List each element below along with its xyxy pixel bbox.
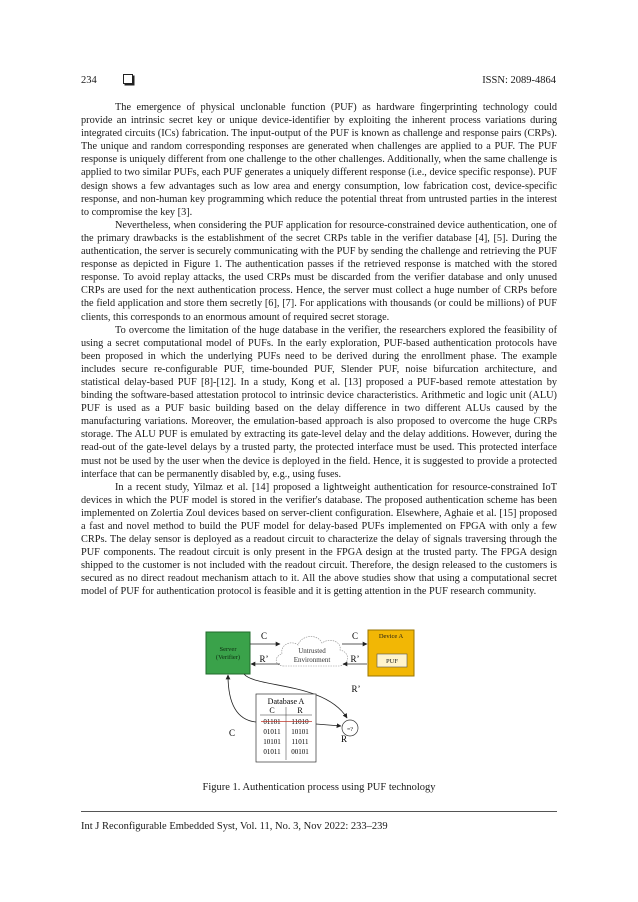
paragraph-2: Nevertheless, when considering the PUF application for resource-constrained device authentication, one of the primary drawbacks is the establishment of the secret CRPs table in the verifier database [4], [5]. During the authentication, the server is securely communicating with the PUF by sending the challenge and retrieving the PUF response as depicted in Figure 1. The authentication passes if the retrieved response is matched with the stored response. To avoid replay attacks, the used CRPs must be discarded from the verifier database and only unused CRPs are used for the next authentication process. Hence, the server must collect a huge number of CRPs before the field application and store them secretly [6], [7]. For applications with thousands (or could be millions) of PUF clients, this corresponds to an enormous amount of required secret storage.	[81, 219, 557, 323]
paragraph-4: In a recent study, Yilmaz et al. [14] proposed a lightweight authentication for resource-constrained IoT devices in which the PUF model is stored in the verifier's database. The proposed authentication scheme has been implemented on Zolertia Zoul devices based on server-client configuration. Elsewhere, Aghaie et al. [15] proposed a fast and novel method to build the PUF model for delay-based PUFs implemented on FPGA with only a few CRPs. The delay sensor is deployed as a readout circuit to characterize the delay of signals traversing through the PUF components. The readout circuit is only present in the FPGA design at the trusted party. The FPGA design shipped to the customer is not included with the readout circuit. Therefore, the design released to the customers is secured as no direct readout mechanism attach to it. All the above studies show that using a computational secret model of PUF for authentication protocol is feasible and it is getting attention in the PUF research community.	[81, 481, 557, 598]
database-col-c: C	[269, 706, 275, 715]
database-cell-c: 01011	[263, 728, 281, 736]
server-label-sub: (Verifier)	[215, 654, 241, 661]
database-cell-r: 11011	[291, 738, 309, 746]
puf-label: PUF	[386, 658, 398, 665]
server-box	[206, 632, 250, 674]
database-cell-r: 10101	[291, 728, 309, 736]
server-label: Server	[219, 646, 237, 653]
cloud-label-sub: Environment	[293, 656, 331, 664]
paragraph-3: To overcome the limitation of the huge database in the verifier, the researchers explored the feasibility of using a secret computational model of PUFs. In the early exploration, PUF-based authentication protocols have been proposed in which the underlying PUFs need to be derived during the enrollment phase. The example includes secure re-configurable PUF, time-bounded PUF, Slender PUF, noise bifurcation architecture, and statistical delay-based PUF [8]-[12]. In a study, Kong et al. [13] proposed a PUF-based remote attestation by binding the software-based attestation protocol to intrinsic device characteristics. Arithmetic and logic unit (ALU) PUF is used as a PUF basic building based on the delay difference in two different ALUs caused by the manufacturing variations. Moreover, the emulation-based approach is also proposed to overcome the huge CRPs storage. The ALU PUF is emulated by extracting its gate-level delay and the delay additions. However, during the read-out of the gate-level delays by a trusted party, the protected interface must be used. This protected interface must not be used by the user when the device is deployed in the field. Hence, it is suggested to provide a protected interface that can be permanently disabled by, e.g., using fuses.	[81, 324, 557, 480]
device-label: Device A	[378, 633, 404, 640]
footer-divider	[81, 811, 557, 812]
cloud-label: Untrusted	[298, 647, 326, 655]
paragraph-1: The emergence of physical unclonable function (PUF) as hardware fingerprinting technology could provide an intrinsic secret key or unique device-identifier by exploiting the inherent process variations during integrated circuits (ICs) fabrication. The input-output of the PUF is known as challenge and response pairs (CRPs). The unique and random corresponding responses are generated when challenges are applied to a PUF. The PUF response is uniquely different from one challenge to the other challenges. Additionally, when the same challenge is applied to two similar PUFs, each PUF generates a uniquely different response (i.e., device specific response). PUF design shows a few advantages such as low area and energy consumption, low fabrication cost, device-specific response, and non-human key programming which reduce the potential threat from untrusted parties in the interest to compromise the key [3].	[81, 102, 557, 218]
square-box-icon	[123, 74, 133, 84]
authentication-figure	[200, 622, 450, 772]
database-cell-c: 01101	[263, 718, 281, 726]
response-label-right: R’	[350, 654, 360, 664]
c-label: C	[228, 728, 236, 738]
challenge-label-left: C	[260, 631, 268, 641]
database-title: Database A	[267, 697, 305, 706]
database-cell-r: 11010	[291, 718, 309, 726]
response-label-left: R’	[259, 654, 269, 664]
issn-label: ISSN: 2089-4864	[482, 75, 556, 86]
footer-citation: Int J Reconfigurable Embedded Syst, Vol. 11, No. 3, Nov 2022: 233–239	[81, 821, 388, 832]
database-cell-r: 00101	[291, 748, 309, 756]
compare-label: =?	[346, 727, 354, 733]
r-prime-label: R’	[351, 684, 361, 694]
r-label: R	[340, 734, 348, 744]
figure-caption: Figure 1. Authentication process using PUF technology	[202, 782, 436, 793]
database-col-r: R	[297, 706, 303, 715]
database-cell-c: 10101	[263, 738, 281, 746]
database-cell-c: 01011	[263, 748, 281, 756]
page-number: 234	[81, 75, 97, 86]
challenge-label-right: C	[351, 631, 359, 641]
body-text	[81, 101, 557, 599]
